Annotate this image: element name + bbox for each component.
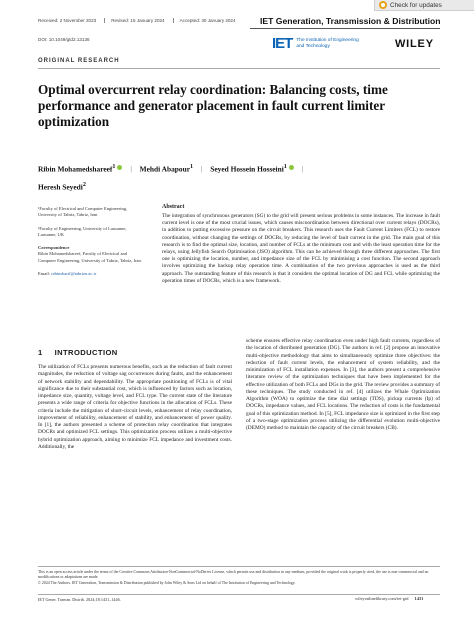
author-separator: | [130,164,132,174]
affiliation: ²Faculty of Engineering, University of Lausanne, Lausanne, UK [38,225,127,237]
header-divider [250,28,440,29]
author-affiliation-mark: 1 [189,164,194,170]
author-name[interactable]: Heresh Seyedi [38,182,83,192]
author-separator: | [301,164,304,174]
author-affiliation-mark: 2 [82,182,86,189]
abstract-heading: Abstract [162,204,185,210]
email-link[interactable]: rebinsharif@tabrizu.ac.ir [51,271,97,277]
journal-title: IET Generation, Transmission & Distribution [260,16,441,26]
author-list [38,159,438,196]
orcid-icon[interactable] [117,165,122,170]
received-date: Received: 2 November 2023 [38,18,97,23]
check-for-updates-badge[interactable] [374,0,474,11]
orcid-icon[interactable] [289,165,294,170]
wiley-logo: WILEY [395,38,434,50]
update-icon [379,1,387,9]
correspondence-text: Ribin Mohamedshareef, Faculty of Electrical and Computer Engineering, University of Tabriz, Tabriz, Iran. [38,251,142,263]
author-name[interactable]: Ribin Mohamedshareef [38,164,113,174]
license-divider [38,566,440,567]
intro-left-column [38,364,232,451]
author-affiliation-mark: 1 [283,164,287,170]
email-label: Email: [38,271,50,277]
intro-right-column [246,338,440,432]
correspondence-heading: Correspondence [38,245,70,251]
accepted-date: Accepted: 30 January 2024 [173,18,236,23]
check-for-updates-label: Check for updates [390,1,442,9]
section-heading [38,348,118,357]
revised-date: Revised: 15 January 2024 [104,18,164,23]
doi[interactable]: DOI: 10.1049/gtd2.13136 [38,37,90,42]
license-text: This is an open access article under the terms of the Creative Commons Attribution-NonCommercial-NoDerivs License, which permits use and distribution in any medium, provided the original work is properly cited, the use is non-commercial and no modifications or adaptations are made. [38,570,429,580]
iet-logo [272,35,366,52]
correspondence-email [38,271,144,277]
footer-right [355,596,423,601]
affiliation: ¹Faculty of Electrical and Computer Engineering, University of Tabriz, Tabriz, Iran [38,206,128,218]
author-affiliation-mark: 1 [112,164,116,170]
abstract-text: The integration of synchronous generators (SG) to the grid will present serious problems in some instances. The increase in fault current level is one of the most crucial issues, which causes miscoordination between directional over current relays (DOCRs), in addition to putting excessive pressure on the circuit breakers. This research uses the Fault Current Limiters (FCL) to restore coordination, without changing the settings of DOCRs, by reducing the level of fault current in the grid. The main goal of this research is to find the optimal size, location, and number of FCLs at the minimum cost and with the least operation time for the relays, using Jellyfish Search Optimisation (JSO) algorithm. This can be achieved through three different approaches. The first one is optimizing the location, number, and impedance size of the FCL by minimising a cost function. The second approach involves optimizing the backup relay operation time. A combination of the two previous approaches is used as the third approach. The outstanding feature of this research is that it considers the optimal location of DG and FCL while optimizing the operation times of DOCRs, which is a new framework. [162,213,440,284]
article-type-divider [38,68,440,69]
paper-title: Optimal overcurrent relay coordination: Balancing costs, time performance and generator placement in fault current limiter optimization [38,82,388,129]
article-type: ORIGINAL RESEARCH [38,58,120,64]
affiliations-column [38,206,144,284]
copyright-text: © 2024 The Authors. IET Generation, Transmission & Distribution published by John Wiley & Sons Ltd on behalf of The Institution of Engineering and Technology. [38,580,296,585]
intro-paragraph: scheme ensures effective relay coordination even under high fault currents, regardless of the location of distributed generation (DG). The authors in ref. [2] propose an innovative multi-objective methodology that aims to simultaneously optimize three objectives: the reduction of fault current levels, the enhancement of system reliability, and the minimization of FCL installation expenses. In [3], the authors present a comprehensive literature review of the optimization techniques that have been implemented for the effective utilization of both FCLs and DGs in the grid. The review provides a summary of these techniques. The study conducted in ref. [4] utilizes the Whale Optimization Algorithm (WOA) to optimize the time dial settings (TDS), pickup currents (Ip) of DOCRs, impedance values, and FCL locations. The reduction of costs is the fundamental goal of this optimization method. In [5], FCL impedance size is optimized in the first step of a two-stage optimization process utilizing the differential evolution multi-objective (DEMO) method to maintain the capacity of the circuit breakers (CB). [246,338,440,431]
iet-logo-mark: IET [272,35,293,52]
article-dates [38,18,236,23]
author-separator: | [200,164,203,174]
page-number: 1431 [414,596,424,601]
citation-line: IET Gener. Transm. Distrib. 2024;18:1431–1446. [38,597,121,602]
section-title: INTRODUCTION [54,348,118,357]
journal-url[interactable]: wileyonlinelibrary.com/iet-gtd [355,596,409,601]
iet-logo-subtitle: The Institution of Engineering and Technology [296,37,359,49]
footer-divider [38,594,440,595]
intro-paragraph: The utilization of FCLs presents numerous benefits, such as the reduction of fault current magnitudes, the reduction of voltage sag occurrences during faults, and the enhancement of network stability and dependability. The appropriate positioning of FCLs is of vital significance due to their substantial cost, which is influenced by factors such as location, impedance size, quantity, voltage level, and FCL type. The current state of the literature presents a wide range of criteria for objective functions in the allocation of FCLs. These criteria include the mitigation of short-circuit levels, enhancement of relay coordination, improvement of reliability, enhancement of stability, and enhancement of power quality. In [1], the authors presented a scheme of protection relay coordination that integrates DOCRs and optimized FCL settings. This optimization process utilizes a multi-objective hybrid optimization approach, aiming to minimize FCL impedance and investment costs. Additionally, the [38,364,232,450]
author-name[interactable]: Seyed Hossein Hosseini [210,164,284,174]
author-name[interactable]: Mehdi Abapour [139,164,190,174]
license-block [38,570,440,586]
section-number: 1 [38,348,43,357]
